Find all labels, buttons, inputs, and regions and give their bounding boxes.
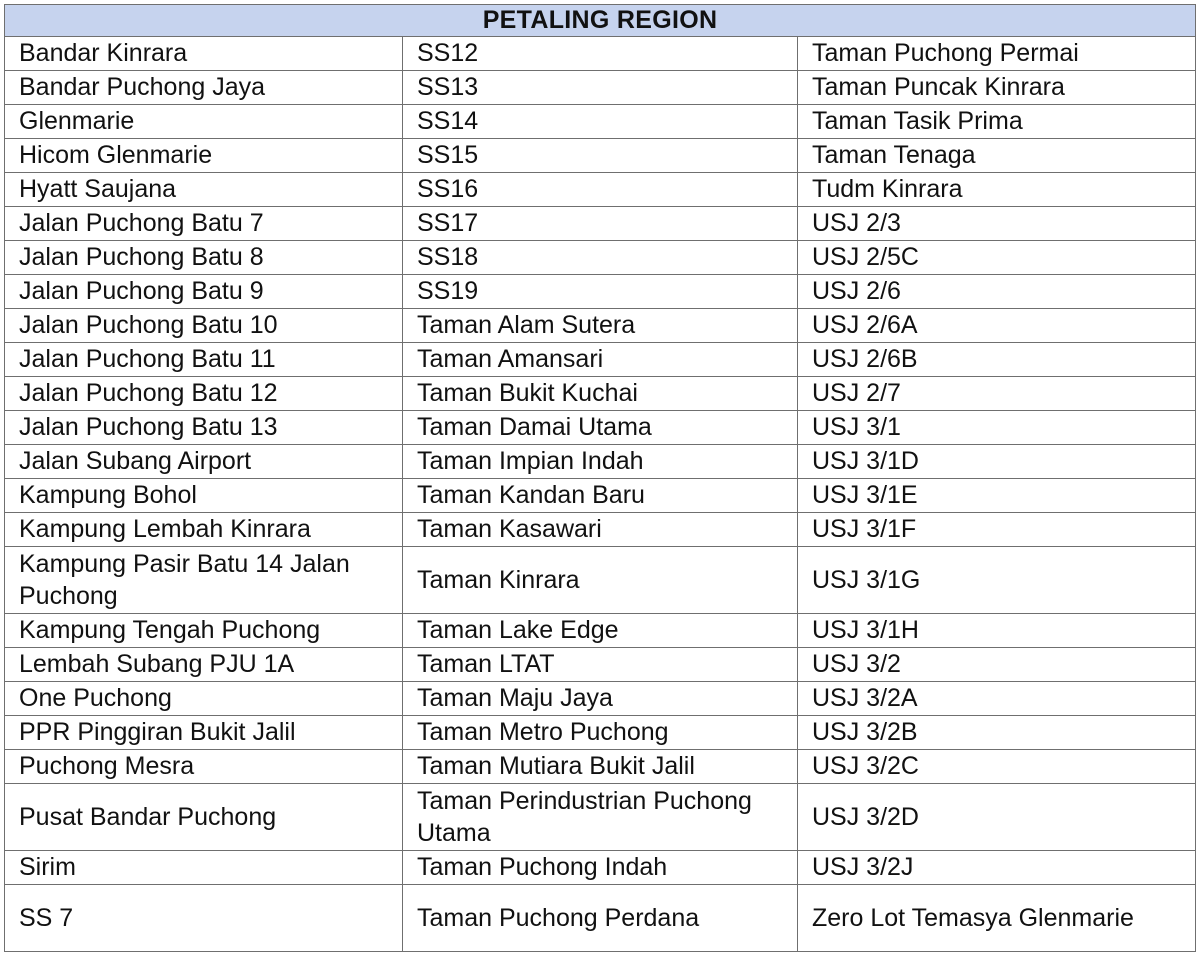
table-cell: Taman Impian Indah bbox=[403, 445, 798, 479]
table-row bbox=[5, 614, 1196, 648]
table-row bbox=[5, 547, 1196, 614]
table-cell: Taman LTAT bbox=[403, 648, 798, 682]
table-body bbox=[5, 37, 1196, 952]
table-row bbox=[5, 513, 1196, 547]
table-cell: SS13 bbox=[403, 71, 798, 105]
table-header-row bbox=[5, 5, 1196, 37]
table-cell: USJ 3/2C bbox=[798, 750, 1196, 784]
table-cell: Zero Lot Temasya Glenmarie bbox=[798, 885, 1196, 952]
table-row bbox=[5, 445, 1196, 479]
table-cell: USJ 3/1 bbox=[798, 411, 1196, 445]
table-cell: Hicom Glenmarie bbox=[5, 139, 403, 173]
table-cell: USJ 3/2B bbox=[798, 716, 1196, 750]
table-row bbox=[5, 885, 1196, 952]
table-cell: Kampung Pasir Batu 14 Jalan Puchong bbox=[5, 547, 403, 614]
table-cell: Jalan Puchong Batu 8 bbox=[5, 241, 403, 275]
table-cell: Jalan Puchong Batu 12 bbox=[5, 377, 403, 411]
table-row bbox=[5, 275, 1196, 309]
table-cell: Kampung Bohol bbox=[5, 479, 403, 513]
table-cell: Jalan Subang Airport bbox=[5, 445, 403, 479]
table-row bbox=[5, 377, 1196, 411]
table-row bbox=[5, 173, 1196, 207]
table-cell: Jalan Puchong Batu 9 bbox=[5, 275, 403, 309]
table-cell: Jalan Puchong Batu 11 bbox=[5, 343, 403, 377]
table-cell: SS16 bbox=[403, 173, 798, 207]
table-row bbox=[5, 71, 1196, 105]
table-cell: Hyatt Saujana bbox=[5, 173, 403, 207]
table-cell: USJ 3/2A bbox=[798, 682, 1196, 716]
table-cell: SS18 bbox=[403, 241, 798, 275]
table-row bbox=[5, 682, 1196, 716]
table-row bbox=[5, 851, 1196, 885]
table-row bbox=[5, 716, 1196, 750]
table-cell: Puchong Mesra bbox=[5, 750, 403, 784]
table-cell: Sirim bbox=[5, 851, 403, 885]
table-cell: Lembah Subang PJU 1A bbox=[5, 648, 403, 682]
table-cell: USJ 2/5C bbox=[798, 241, 1196, 275]
table-cell: SS17 bbox=[403, 207, 798, 241]
table-cell: SS14 bbox=[403, 105, 798, 139]
table-cell: Pusat Bandar Puchong bbox=[5, 784, 403, 851]
table-cell: Taman Tasik Prima bbox=[798, 105, 1196, 139]
table-cell: SS19 bbox=[403, 275, 798, 309]
table-row bbox=[5, 343, 1196, 377]
table-cell: Kampung Lembah Kinrara bbox=[5, 513, 403, 547]
table-cell: Glenmarie bbox=[5, 105, 403, 139]
table-cell: Taman Kinrara bbox=[403, 547, 798, 614]
table-row bbox=[5, 411, 1196, 445]
table-cell: Taman Kasawari bbox=[403, 513, 798, 547]
table-cell: Taman Alam Sutera bbox=[403, 309, 798, 343]
table-row bbox=[5, 105, 1196, 139]
table-cell: Taman Amansari bbox=[403, 343, 798, 377]
table-cell: USJ 3/1G bbox=[798, 547, 1196, 614]
table-cell: USJ 3/2J bbox=[798, 851, 1196, 885]
table-row bbox=[5, 479, 1196, 513]
table-cell: Kampung Tengah Puchong bbox=[5, 614, 403, 648]
table-cell: USJ 3/1H bbox=[798, 614, 1196, 648]
table-cell: USJ 3/1F bbox=[798, 513, 1196, 547]
table-cell: Jalan Puchong Batu 7 bbox=[5, 207, 403, 241]
table-cell: Taman Lake Edge bbox=[403, 614, 798, 648]
table-row bbox=[5, 784, 1196, 851]
table-cell: Bandar Puchong Jaya bbox=[5, 71, 403, 105]
table-cell: SS12 bbox=[403, 37, 798, 71]
table-cell: Taman Maju Jaya bbox=[403, 682, 798, 716]
table-title: PETALING REGION bbox=[5, 5, 1196, 37]
table-cell: USJ 2/7 bbox=[798, 377, 1196, 411]
table-row bbox=[5, 207, 1196, 241]
region-table bbox=[4, 4, 1196, 952]
table-cell: Taman Puncak Kinrara bbox=[798, 71, 1196, 105]
table-row bbox=[5, 648, 1196, 682]
table-row bbox=[5, 37, 1196, 71]
table-cell: Taman Puchong Indah bbox=[403, 851, 798, 885]
table-row bbox=[5, 241, 1196, 275]
table-cell: Taman Puchong Permai bbox=[798, 37, 1196, 71]
table-cell: USJ 3/2 bbox=[798, 648, 1196, 682]
table-cell: Tudm Kinrara bbox=[798, 173, 1196, 207]
table-cell: Taman Perindustrian Puchong Utama bbox=[403, 784, 798, 851]
table-row bbox=[5, 309, 1196, 343]
table-cell: Jalan Puchong Batu 13 bbox=[5, 411, 403, 445]
table-cell: Taman Puchong Perdana bbox=[403, 885, 798, 952]
table-cell: Jalan Puchong Batu 10 bbox=[5, 309, 403, 343]
table-cell: SS15 bbox=[403, 139, 798, 173]
table-cell: USJ 3/2D bbox=[798, 784, 1196, 851]
table-cell: One Puchong bbox=[5, 682, 403, 716]
table-cell: SS 7 bbox=[5, 885, 403, 952]
table-cell: USJ 2/6A bbox=[798, 309, 1196, 343]
table-row bbox=[5, 139, 1196, 173]
table-cell: Taman Metro Puchong bbox=[403, 716, 798, 750]
region-table-container bbox=[4, 4, 1195, 952]
table-cell: USJ 2/6B bbox=[798, 343, 1196, 377]
table-cell: USJ 3/1E bbox=[798, 479, 1196, 513]
table-cell: Taman Kandan Baru bbox=[403, 479, 798, 513]
table-cell: PPR Pinggiran Bukit Jalil bbox=[5, 716, 403, 750]
table-cell: USJ 2/3 bbox=[798, 207, 1196, 241]
table-cell: USJ 3/1D bbox=[798, 445, 1196, 479]
table-cell: USJ 2/6 bbox=[798, 275, 1196, 309]
table-cell: Taman Bukit Kuchai bbox=[403, 377, 798, 411]
table-cell: Bandar Kinrara bbox=[5, 37, 403, 71]
table-row bbox=[5, 750, 1196, 784]
table-cell: Taman Damai Utama bbox=[403, 411, 798, 445]
table-cell: Taman Tenaga bbox=[798, 139, 1196, 173]
table-cell: Taman Mutiara Bukit Jalil bbox=[403, 750, 798, 784]
